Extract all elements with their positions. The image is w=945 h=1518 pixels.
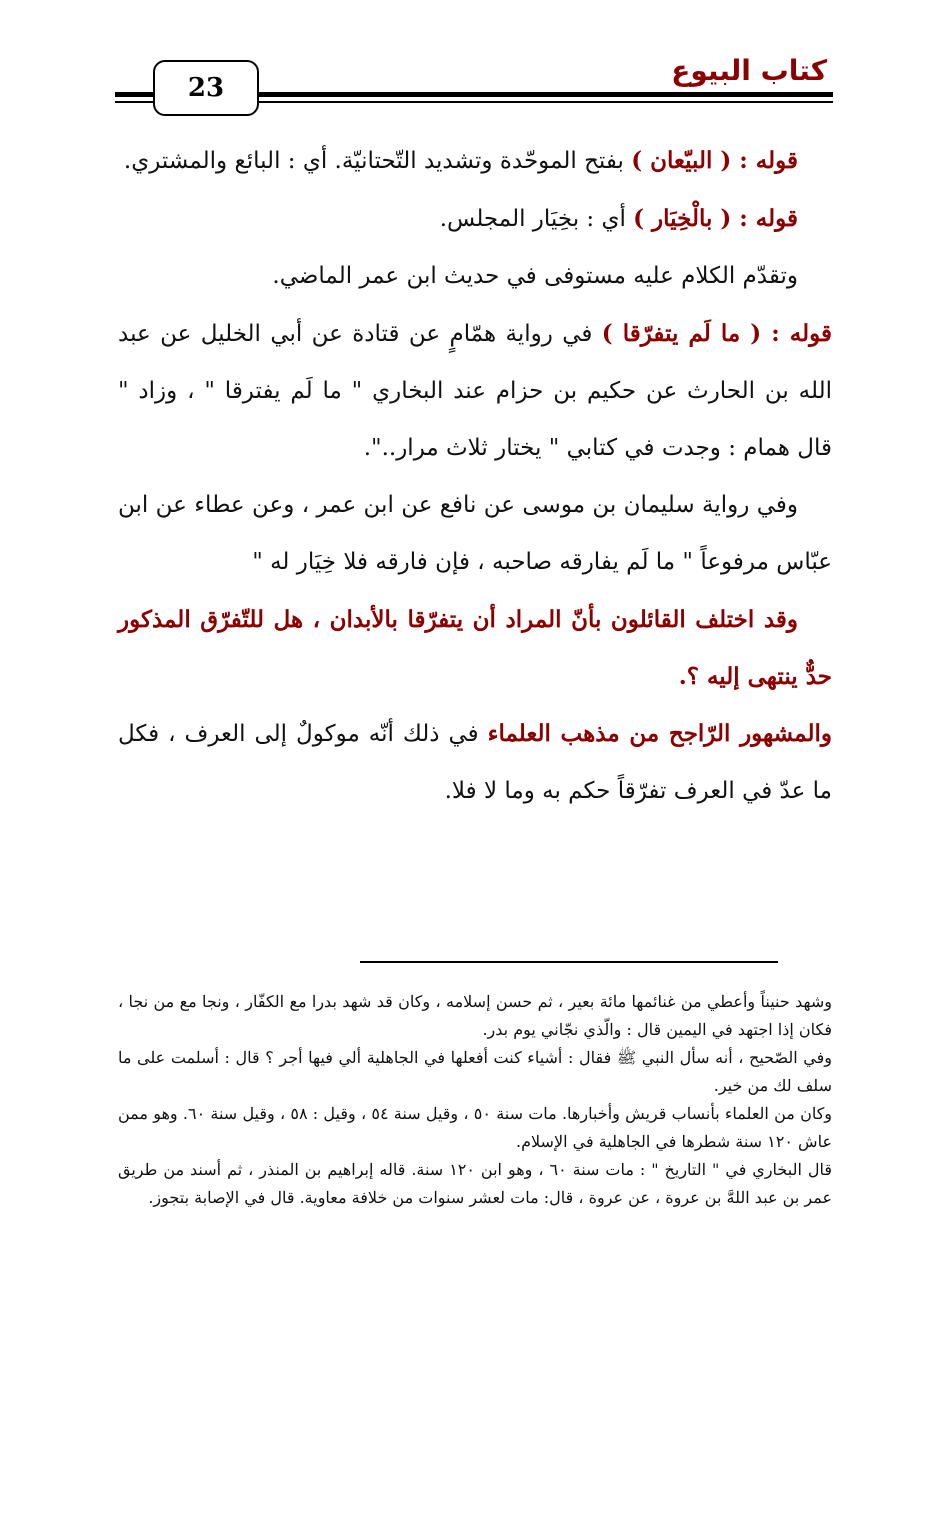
paragraph-7 xyxy=(118,705,832,820)
footnote-3: وكان من العلماء بأنساب قريش وأخبارها. مات سنة ٥٠ ، وقيل سنة ٥٤ ، وقيل : ٥٨ ، وقيل سنة ٦٠. وهو ممن عاش ١٢٠ سنة شطرها في الجاهلية في الإسلام. xyxy=(118,1104,833,1151)
paragraph-4-text: في رواية همّامٍ عن قتادة عن أبي الخليل عن عبد الله بن الحارث عن حكيم بن حزام عند البخاري " ما لَم يفترقا " ، وزاد " قال همام : وجدت في كتابي " يختار ثلاث مرار..". xyxy=(118,321,832,461)
paragraph-6-question: وقد اختلف القائلون بأنّ المراد أن يتفرّقا بالأبدان ، هل للتّفرّق المذكور حدٌّ ينتهى إليه ؟. xyxy=(118,606,832,690)
paragraph-7-highlight: والمشهور الرّاجح من مذهب العلماء xyxy=(487,720,832,747)
paragraph-2-text: أي : بخِيَار المجلس. xyxy=(439,206,634,232)
keyword-albayyian: قوله : ( البيّعان ) xyxy=(631,147,798,174)
page-number: 23 xyxy=(187,73,225,103)
paragraph-1-text: بفتح الموحّدة وتشديد التّحتانيّة. أي : البائع والمشتري. xyxy=(123,148,632,174)
keyword-ma-lam-yatafarraqa: قوله : ( ما لَم يتفرّقا ) xyxy=(601,320,832,347)
footnote-2: وفي الصّحيح ، أنه سأل النبي ﷺ فقال : أشياء كنت أفعلها في الجاهلية ألي فيها أجر ؟ قال : أسلمت على ما سلف لك من خير. xyxy=(118,1048,832,1095)
book-title: كتاب البيوع xyxy=(671,54,827,87)
page-header xyxy=(115,52,833,118)
main-text xyxy=(118,132,832,820)
footnotes xyxy=(118,988,832,1212)
paragraph-5: وفي رواية سليمان بن موسى عن نافع عن ابن عمر ، وعن عطاء عن ابن عبّاس مرفوعاً " ما لَم يفارقه صاحبه ، فإن فارقه فلا خِيَار له " xyxy=(118,492,832,575)
footnote-separator xyxy=(360,961,778,963)
paragraph-2 xyxy=(118,190,832,248)
footnote-4: قال البخاري في " التاريخ " : مات سنة ٦٠ ، وهو ابن ١٢٠ سنة. قاله إبراهيم بن المنذر ، ثم أسند من طريق عمر بن عبد اللهَّ بن عروة ، عن عروة ، قال: مات لعشر سنوات من خلافة معاوية. قال في الإصابة بتجوز. xyxy=(118,1160,833,1207)
footnote-1: وشهد حنيناً وأعطي من غنائمها مائة بعير ، ثم حسن إسلامه ، وكان قد شهد بدرا مع الكفّار ، ونجا مع من نجا ، فكان إذا اجتهد في اليمين قال : والّذي نجّاني يوم بدر. xyxy=(118,992,832,1039)
paragraph-4 xyxy=(118,305,832,477)
paragraph-3: وتقدّم الكلام عليه مستوفى في حديث ابن عمر الماضي. xyxy=(272,263,798,289)
page-number-box xyxy=(153,60,259,116)
paragraph-1 xyxy=(118,132,832,190)
keyword-bilkhiyar: قوله : ( بالْخِيَار ) xyxy=(633,205,798,232)
paragraph-7-text: في ذلك أنّه موكولٌ إلى العرف ، فكل ما عدّ في العرف تفرّقاً حكم به وما لا فلا. xyxy=(118,721,832,804)
